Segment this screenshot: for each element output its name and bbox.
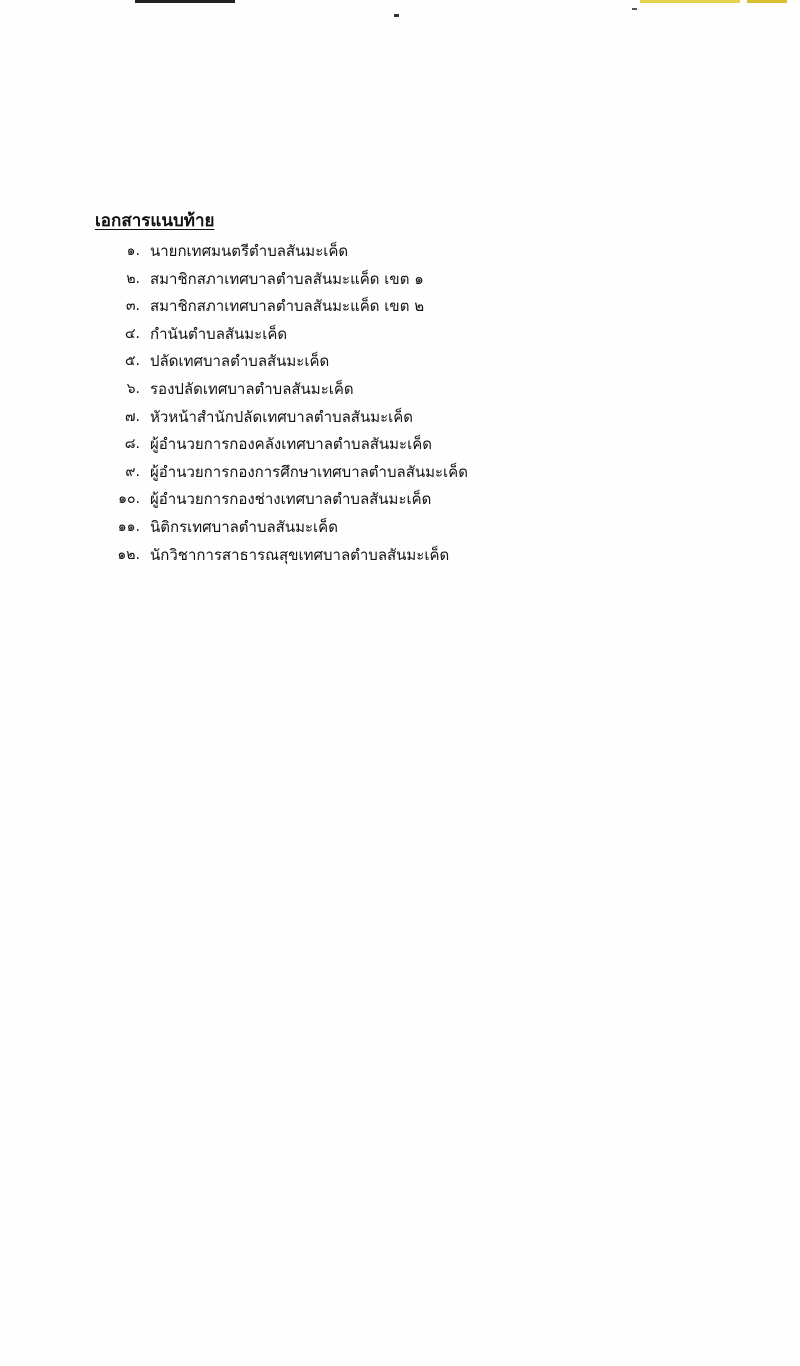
list-item-text: นักวิชาการสาธารณสุขเทศบาลตำบลสันมะเค็ด [150, 545, 450, 564]
list-item [0, 404, 800, 432]
recipient-list [0, 238, 800, 569]
list-item-text: รองปลัดเทศบาลตำบลสันมะเค็ด [150, 379, 354, 398]
list-item [0, 514, 800, 542]
list-item-number: ๘. [124, 436, 140, 453]
attachment-heading: เอกสารแนบท้าย [95, 211, 215, 231]
list-item-text: ผู้อำนวยการกองคลังเทศบาลตำบลสันมะเค็ด [150, 435, 433, 454]
list-item-number: ๗. [125, 408, 140, 425]
list-item-text: ผู้อำนวยการกองช่างเทศบาลตำบลสันมะเค็ด [150, 490, 432, 509]
list-item [0, 431, 800, 459]
list-item-text: กำนันตำบลสันมะเค็ด [150, 324, 288, 343]
list-item [0, 266, 800, 294]
list-item-number: ๕. [124, 353, 140, 370]
list-item-text: ผู้อำนวยการกองการศึกษาเทศบาลตำบลสันมะเค็ด [150, 462, 468, 481]
list-item-number: ๔. [124, 325, 140, 342]
scan-artifact-top-right-yellow-2 [747, 0, 787, 3]
list-item-text: หัวหน้าสำนักปลัดเทศบาลตำบลสันมะเค็ด [150, 407, 414, 426]
list-item-number: ๑. [126, 243, 140, 259]
list-item [0, 376, 800, 404]
list-item-number: ๓. [125, 298, 140, 315]
list-item [0, 238, 800, 266]
scan-artifact-top-center [394, 14, 399, 17]
list-item-number: ๒. [126, 270, 140, 287]
list-item [0, 348, 800, 376]
list-item-number: ๑๑. [117, 518, 140, 535]
scan-artifact-top-right-dot [632, 8, 637, 10]
scan-artifact-top-left [135, 0, 235, 3]
list-item-number: ๑๒. [117, 546, 140, 563]
list-item [0, 293, 800, 321]
list-item-text: สมาชิกสภาเทศบาลตำบลสันมะแค็ด เขต ๒ [150, 297, 425, 316]
list-item-number: ๖. [126, 380, 140, 397]
scan-artifact-top-right-yellow [640, 0, 740, 3]
list-item [0, 459, 800, 487]
list-item [0, 542, 800, 570]
list-item-text: ปลัดเทศบาลตำบลสันมะเค็ด [150, 352, 330, 371]
list-item-number: ๑๐. [118, 491, 140, 508]
list-item [0, 321, 800, 349]
list-item [0, 486, 800, 514]
list-item-text: นิติกรเทศบาลตำบลสันมะเค็ด [150, 517, 338, 536]
list-item-text: นายกเทศมนตรีตำบลสันมะเค็ด [150, 242, 349, 260]
list-item-number: ๙. [125, 463, 140, 480]
list-item-text: สมาชิกสภาเทศบาลตำบลสันมะแค็ด เขต ๑ [150, 269, 424, 288]
